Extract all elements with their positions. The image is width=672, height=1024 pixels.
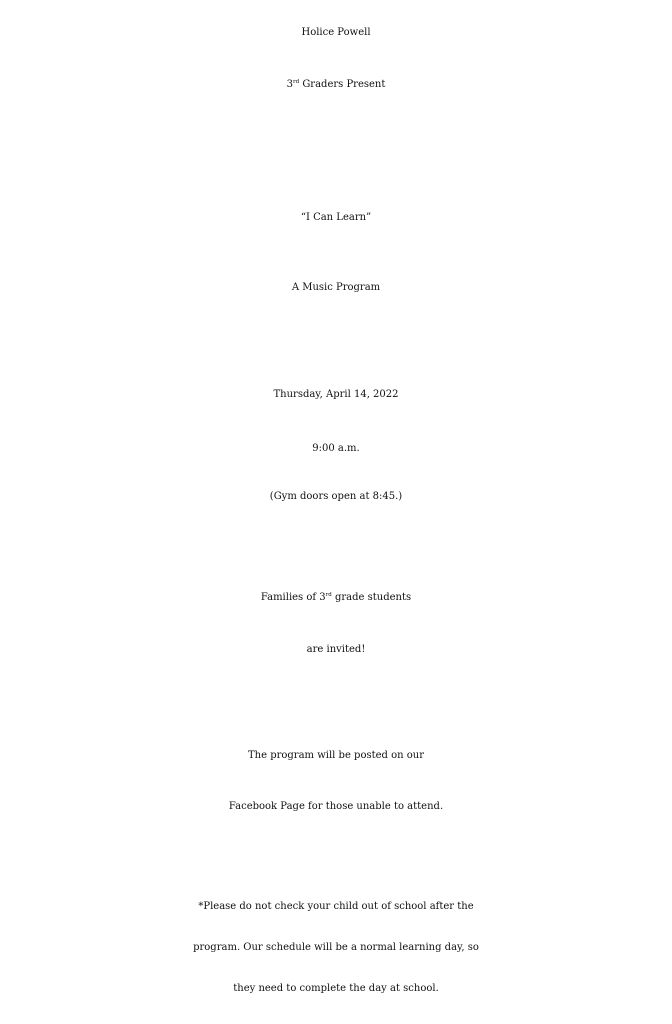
note-line-2: program. Our schedule will be a normal learning day, so bbox=[193, 942, 479, 953]
event-time: 9:00 a.m. bbox=[312, 443, 360, 454]
school-name: Holice Powell bbox=[301, 27, 371, 38]
families-ordinal-suffix: rd bbox=[325, 592, 332, 599]
grade-number: 3 bbox=[286, 79, 293, 90]
families-grade-number: 3 bbox=[319, 592, 326, 603]
presenters-text: Graders Present bbox=[302, 79, 386, 90]
program-subtitle: A Music Program bbox=[291, 282, 381, 293]
note-line-1: *Please do not check your child out of school after the bbox=[198, 901, 474, 912]
facebook-line-1: The program will be posted on our bbox=[248, 750, 424, 761]
families-text-before: Families of bbox=[260, 592, 317, 603]
invited-line: are invited! bbox=[306, 644, 366, 655]
doors-open-note: (Gym doors open at 8:45.) bbox=[269, 491, 403, 502]
event-date: Thursday, April 14, 2022 bbox=[273, 389, 399, 400]
program-title: “I Can Learn” bbox=[300, 212, 372, 223]
facebook-line-2: Facebook Page for those unable to attend. bbox=[228, 801, 444, 812]
presenters-line bbox=[0, 80, 672, 90]
families-text-after: grade students bbox=[335, 592, 412, 603]
ordinal-suffix: rd bbox=[292, 79, 300, 86]
note-line-3: they need to complete the day at school. bbox=[233, 983, 439, 994]
families-line bbox=[0, 593, 672, 603]
